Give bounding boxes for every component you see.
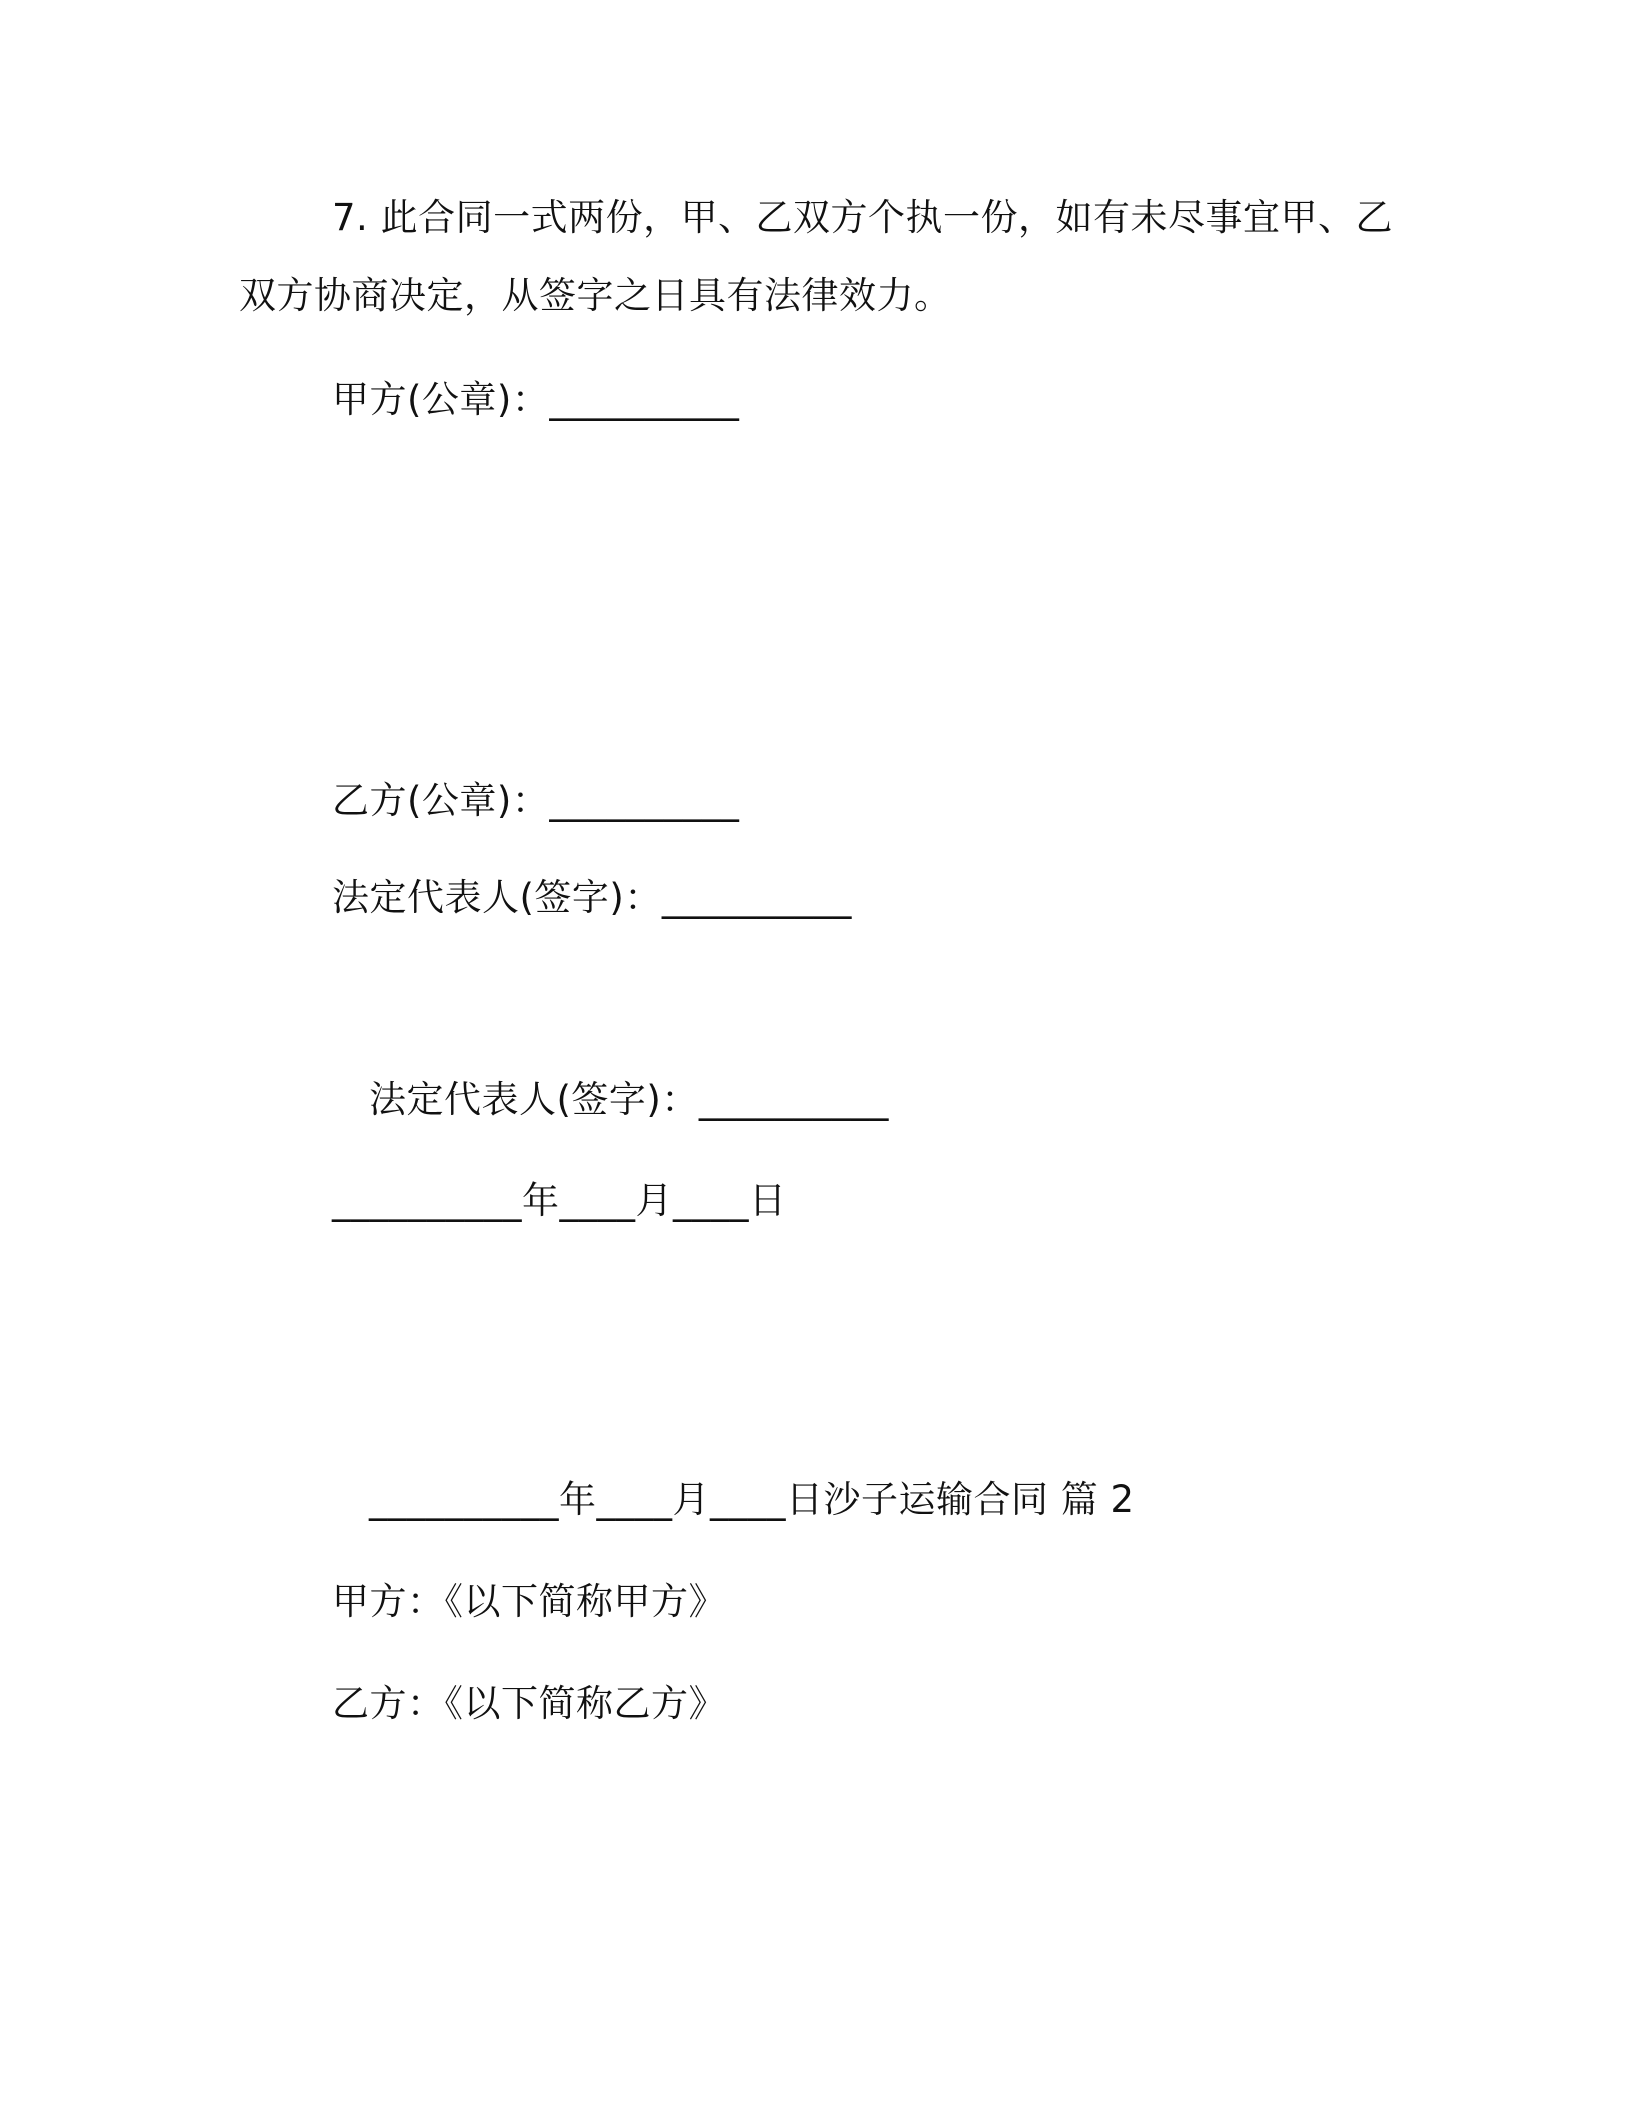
party-a-abbreviation-line: 甲方：《以下简称甲方》 [332,1580,726,1623]
party-b-seal-line: 乙方(公章)：__________ [332,779,740,822]
clause-7-line-2: 双方协商决定，从签字之日具有法律效力。 [239,274,952,317]
legal-representative-signature-line: 法定代表人(签字)：__________ [332,876,852,919]
clause-7-line-1: 7. 此合同一式两份，甲、乙双方个执一份，如有未尽事宜甲、乙 [332,196,1394,239]
party-b-abbreviation-line: 乙方：《以下简称乙方》 [332,1682,726,1725]
date-line: __________年____月____日 [332,1179,787,1222]
contract-2-title: __________年____月____日沙子运输合同 篇 2 [369,1478,1135,1521]
party-a-seal-line: 甲方(公章)：__________ [332,378,740,421]
legal-representative-signature-line-2: 法定代表人(签字)：__________ [369,1078,889,1121]
